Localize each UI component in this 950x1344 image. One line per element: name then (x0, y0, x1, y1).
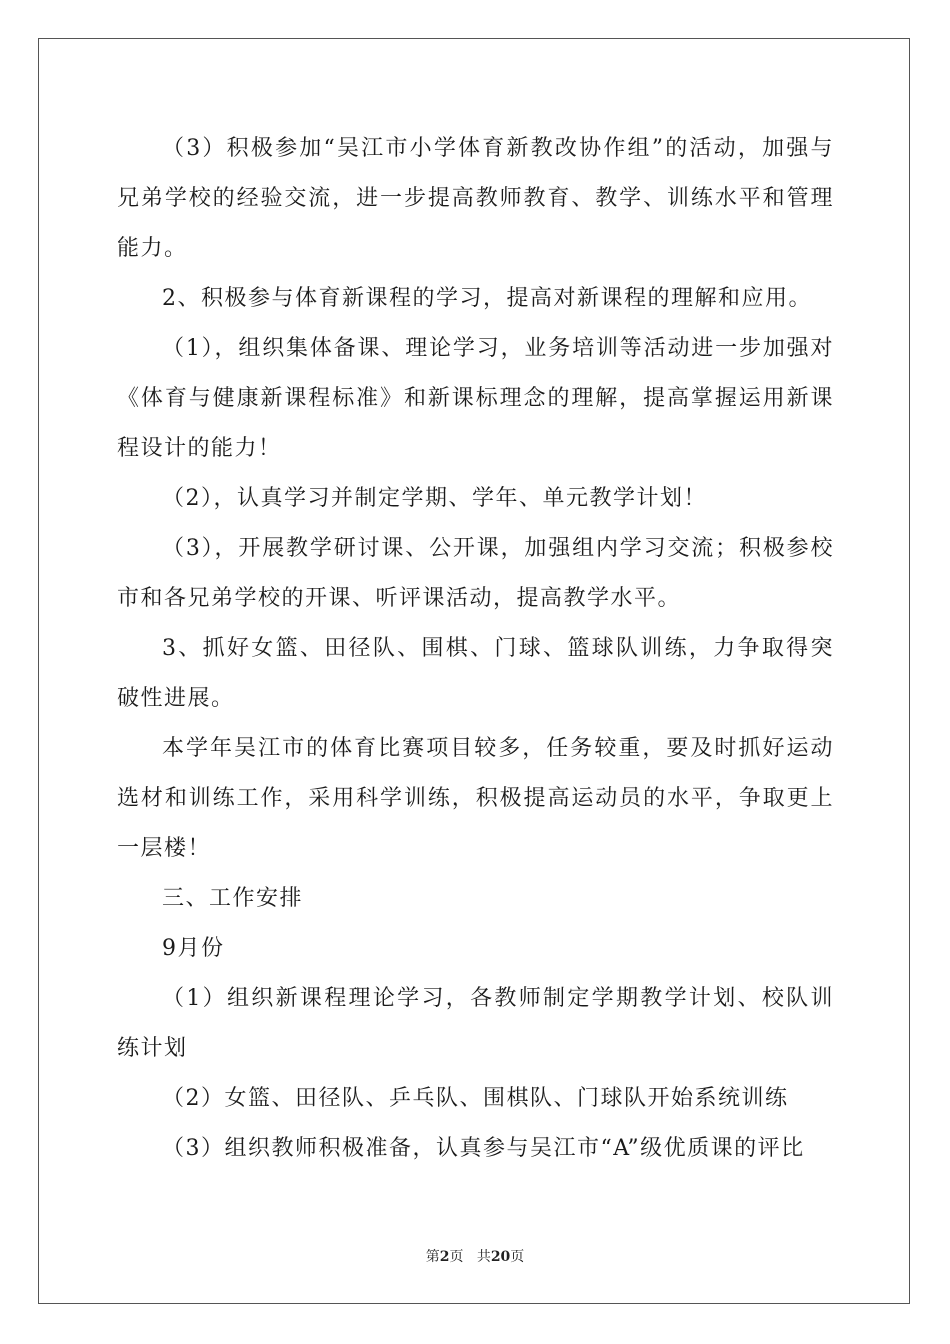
footer-page-suffix: 页 (449, 1249, 464, 1265)
footer-prefix: 第 (425, 1249, 440, 1265)
paragraph: （3），开展教学研讨课、公开课，加强组内学习交流；积极参校市和各兄弟学校的开课、听评课活动，提高教学水平。 (117, 536, 834, 611)
paragraph: （1），组织集体备课、理论学习，业务培训等活动进一步加强对《体育与健康新课程标准》和新课标理念的理解，提高掌握运用新课程设计的能力！ (117, 336, 834, 461)
document-body (117, 124, 834, 1174)
month-heading: 9月份 (162, 936, 225, 961)
paragraph: （1）组织新课程理论学习，各教师制定学期教学计划、校队训练计划 (117, 986, 834, 1061)
paragraph: （2），认真学习并制定学期、学年、单元教学计划！ (162, 486, 707, 511)
paragraph: （3）组织教师积极准备，认真参与吴江市“A”级优质课的评比 (162, 1136, 805, 1161)
paragraph: （3）积极参加“吴江市小学体育新教改协作组”的活动，加强与兄弟学校的经验交流，进一步提高教师教育、教学、训练水平和管理能力。 (117, 136, 834, 261)
footer-total-prefix: 共 (476, 1249, 491, 1265)
paragraph: 本学年吴江市的体育比赛项目较多，任务较重，要及时抓好运动选材和训练工作，采用科学训练，积极提高运动员的水平，争取更上一层楼！ (117, 736, 834, 861)
section-heading: 三、工作安排 (162, 886, 304, 911)
current-page-number: 2 (439, 1249, 450, 1265)
paragraph: （2）女篮、田径队、乒乓队、围棋队、门球队开始系统训练 (162, 1086, 789, 1111)
total-pages: 20 (490, 1249, 511, 1265)
paragraph: 2、积极参与体育新课程的学习，提高对新课程的理解和应用。 (162, 286, 812, 311)
page-footer (0, 1246, 950, 1266)
footer-total-suffix: 页 (510, 1249, 525, 1265)
paragraph: 3、抓好女篮、田径队、围棋、门球、篮球队训练，力争取得突破性进展。 (117, 636, 834, 711)
